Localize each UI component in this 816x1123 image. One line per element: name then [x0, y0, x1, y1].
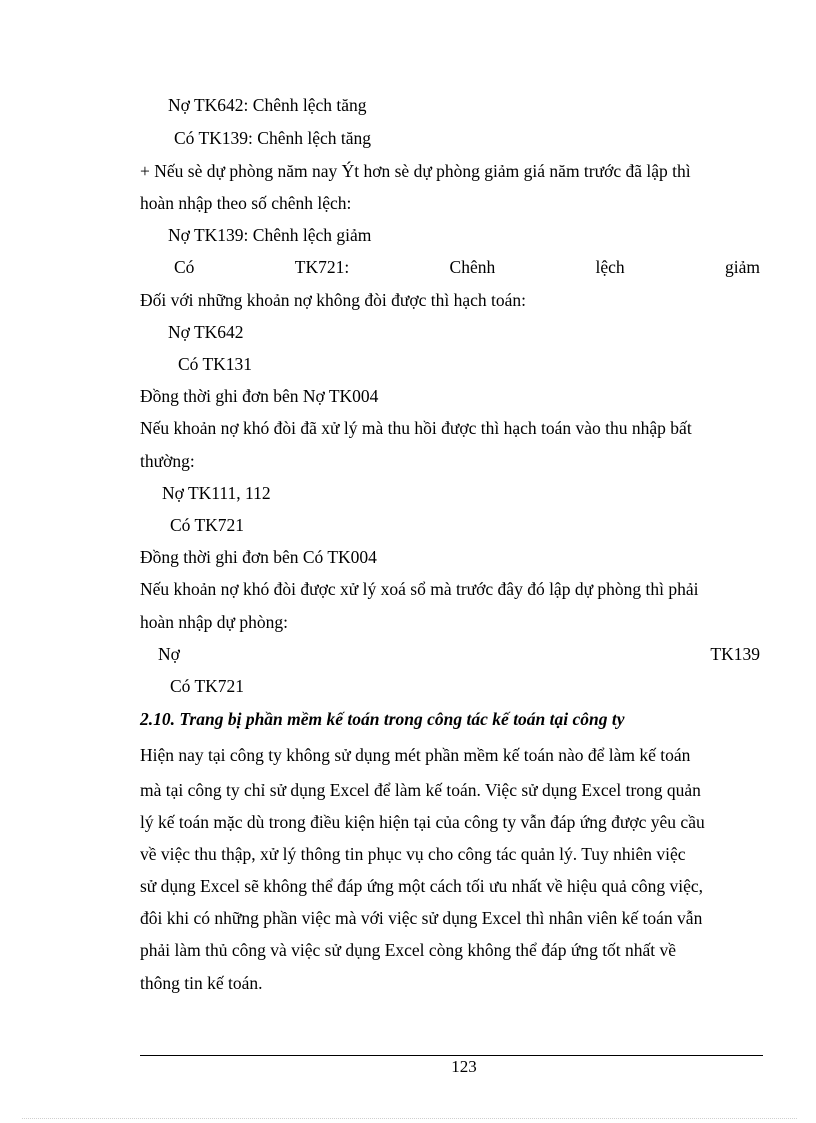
paragraph-line: sử dụng Excel sẽ không thể đáp ứng một cách tối ưu nhất về hiệu quả công việc,	[140, 876, 704, 896]
word: TK721:	[294, 257, 350, 277]
text-line: Nợ TK139: Chênh lệch giảm	[168, 225, 372, 245]
text-line: Nếu khoản nợ khó đòi đã xử lý mà thu hồi được thì hạch toán vào thu nhập bất	[140, 418, 692, 438]
word: Có	[174, 257, 195, 277]
section-heading: 2.10. Trang bị phần mềm kế toán trong công tác kế toán tại công ty	[140, 709, 625, 729]
paragraph-line: về việc thu thập, xử lý thông tin phục vụ cho công tác quản lý. Tuy nhiên việc	[140, 844, 686, 864]
text-line: Có TK131	[178, 354, 253, 374]
text-line: hoàn nhập dự phòng:	[140, 612, 289, 632]
text-line: Nợ TK642: Chênh lệch tăng	[168, 95, 367, 115]
paragraph-line: mà tại công ty chỉ sử dụng Excel để làm kế toán. Việc sử dụng Excel trong quản	[140, 780, 701, 800]
word: Chênh	[449, 257, 496, 277]
text-line: Nợ TK111, 112	[162, 483, 271, 503]
text-line: Có TK721	[170, 515, 245, 535]
text-line: thường:	[140, 451, 195, 471]
text-line: Đối với những khoản nợ không đòi được thì hạch toán:	[140, 290, 526, 310]
text-line: Có TK139: Chênh lệch tăng	[174, 128, 372, 148]
justified-line	[158, 643, 760, 665]
footer-rule	[140, 1055, 763, 1056]
paragraph-line: thông tin kế toán.	[140, 973, 263, 993]
paragraph-line: phải làm thủ công và việc sử dụng Excel còng không thể đáp ứng tốt nhất về	[140, 940, 677, 960]
paragraph-line: Hiện nay tại công ty không sử dụng mét phần mềm kế toán nào để làm kế toán	[140, 745, 691, 765]
justified-line	[174, 256, 760, 278]
paragraph-line: lý kế toán mặc dù trong điều kiện hiện tại của công ty vẫn đáp ứng được yêu cầu	[140, 812, 705, 832]
word: giảm	[725, 257, 760, 277]
text-line: Đồng thời ghi đơn bên Nợ TK004	[140, 386, 379, 406]
page-bottom-border	[22, 1118, 797, 1119]
text-line: + Nếu sè dự phòng năm nay Ýt hơn sè dự phòng giảm giá năm trước đã lập thì	[140, 161, 691, 181]
text-line: Có TK721	[170, 676, 245, 696]
text-line: hoàn nhập theo số chênh lệch:	[140, 193, 352, 213]
word: Nợ	[158, 644, 180, 664]
page-number: 123	[451, 1057, 477, 1076]
text-line: Nếu khoản nợ khó đòi được xử lý xoá sổ mà trước đây đó lập dự phòng thì phải	[140, 579, 699, 599]
text-line: Nợ TK642	[168, 322, 244, 342]
word: TK139	[710, 644, 760, 664]
text-line: Đồng thời ghi đơn bên Có TK004	[140, 547, 377, 567]
word: lệch	[595, 257, 625, 277]
paragraph-line: đôi khi có những phần việc mà với việc sử dụng Excel thì nhân viên kế toán vẫn	[140, 908, 703, 928]
